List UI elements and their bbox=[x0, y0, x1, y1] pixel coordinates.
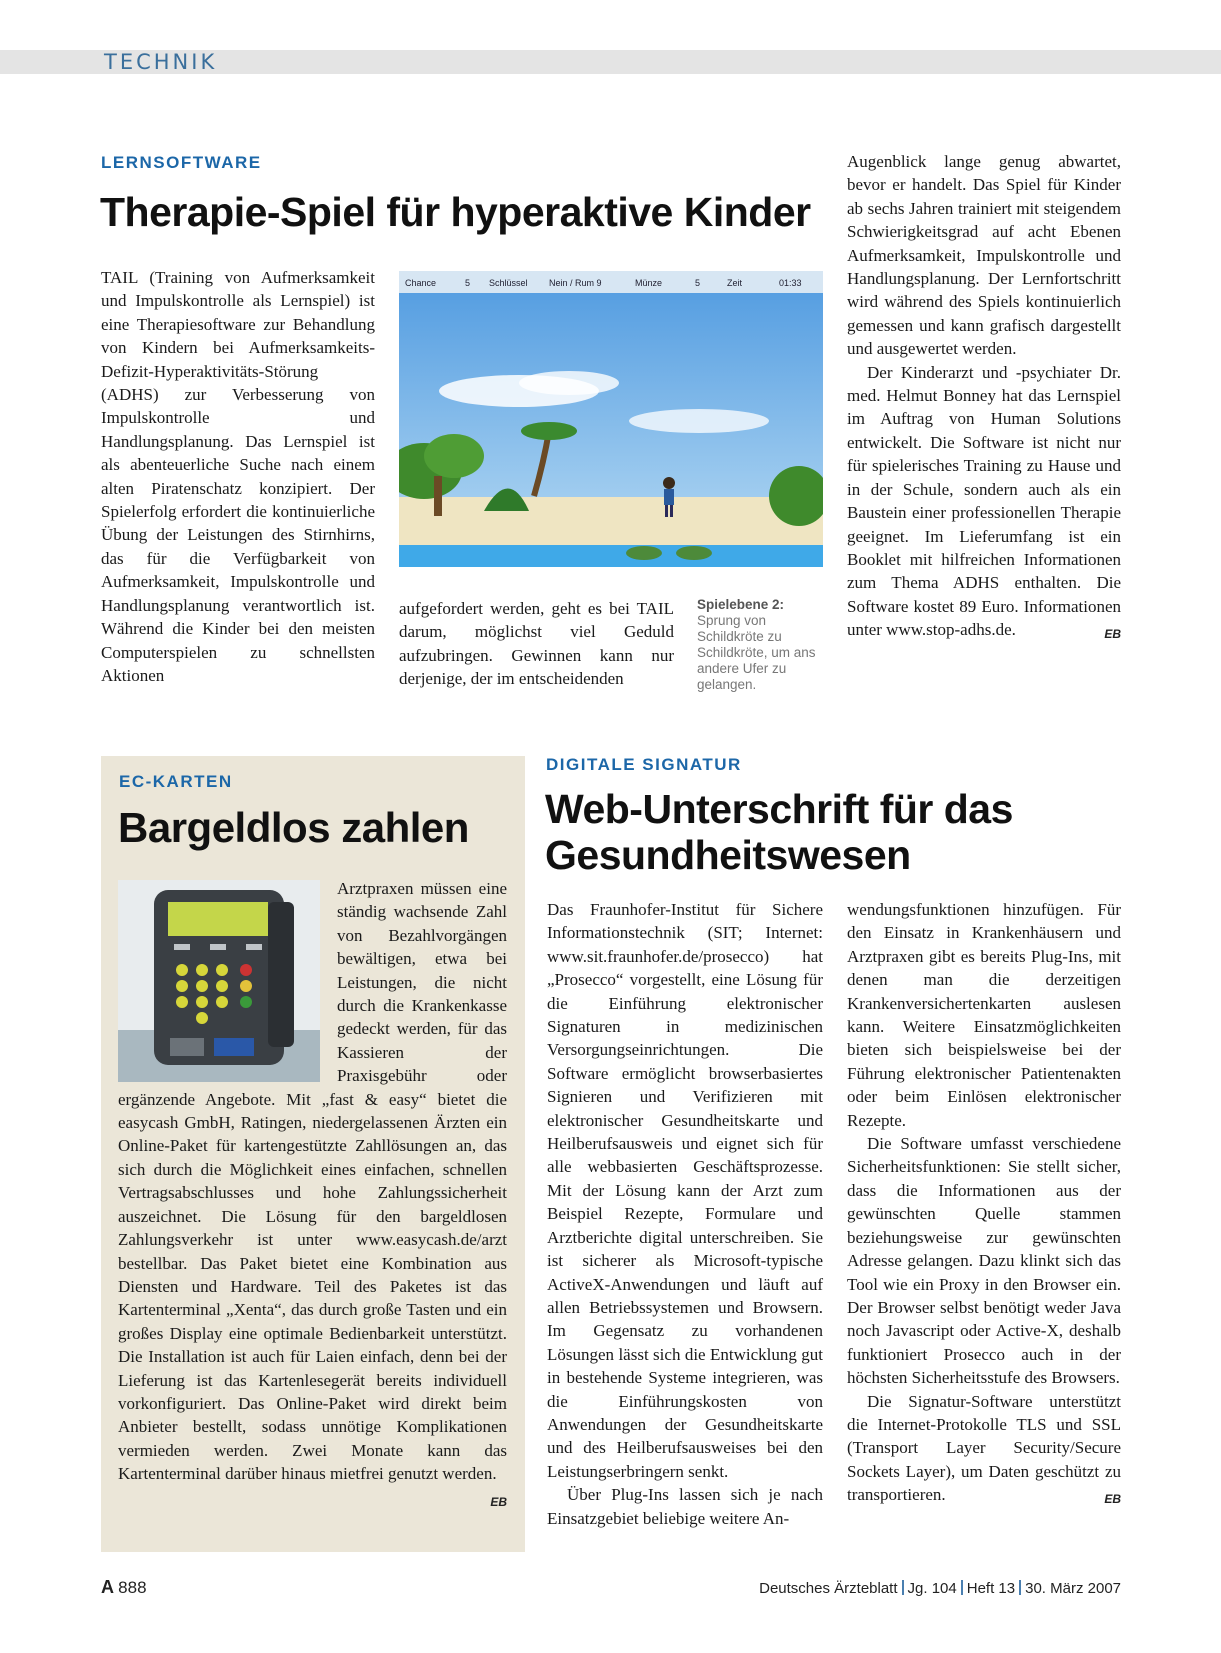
section-label: TECHNIK bbox=[104, 50, 218, 74]
article3-title-line1: Web-Unterschrift für das bbox=[545, 786, 1013, 832]
article1-col3: Augenblick lange genug abwartet, bevor er handelt. Das Spiel für Kinder ab sechs Jahren trainiert mit steigendem Schwierigkeitsgrad auf acht Ebenen Aufmerksamkeit, Impulskontrolle und Handlungsplanung. Der Lernfortschritt wird während des Spiels kontinuierlich gemessen und kann grafisch dargestellt und ausgewertet werden. Der Kinderarzt und -psychiater Dr. med. Helmut Bonney hat das Lernspiel im Auftrag von Human Solutions entwickelt. Die Software ist nicht nur für spielerisches Training zu Hause und in der Schule, sondern auch als ein Baustein einer professionellen Therapie geeignet. Im Lieferumfang ist ein Booklet mit hilfreichen Informationen zum Thema ADHS enthalten. Die Software kostet 89 Euro. Informationen unter www.stop-adhs.de. EB bbox=[847, 150, 1121, 647]
article3-kicker: DIGITALE SIGNATUR bbox=[546, 755, 742, 774]
footer-date: 30. März 2007 bbox=[1025, 1580, 1121, 1597]
article2-text bbox=[118, 877, 507, 1514]
footer-volume: Jg. 104 bbox=[907, 1580, 957, 1597]
article3-signature: EB bbox=[1104, 1492, 1121, 1507]
hud-value-4: 01:33 bbox=[779, 278, 802, 288]
footer-citation bbox=[759, 1580, 1121, 1597]
article2-signature: EB bbox=[490, 1494, 507, 1509]
article1-col2: aufgefordert werden, geht es bei TAIL darum, möglichst viel Geduld aufzubringen. Gewinnen kann nur derjenige, der im entscheidenden bbox=[399, 599, 674, 689]
hud-label-2: Schlüssel bbox=[489, 278, 528, 288]
article3-col2: wendungsfunktionen hinzufügen. Für den Einsatz in Krankenhäusern und Arztpraxen gibt es bereits Plug-Ins, mit denen man die derzeitigen Krankenversichertenkarten auslesen kann. Weitere Einsatzmöglichkeiten bieten sich beispielsweise bei der Führung elektronischer Patientenakten oder beim Einlösen elektronischer Rezepte. Die Software umfasst verschiedene Sicherheitsfunktionen: Sie stellt sicher, dass die Informationen aus der gewünschten Quelle stammen beziehungsweise zur gewünschten Adresse gelangen. Dazu klinkt sich das Tool wie ein Proxy in den Browser ein. Der Browser selbst benötigt weder Java noch Javascript oder Active-X, deshalb funktioniert Prosecco auch in der höchsten Sicherheitsstufe des Browsers. Die Signatur-Software unterstützt die Internet-Protokolle TLS und SSL (Transport Layer Security/Secure Sockets Layer), um Daten geschützt zu transportieren. EB bbox=[847, 898, 1121, 1512]
hud-value-2: Nein / Rum 9 bbox=[549, 278, 602, 288]
hud-label-1: Chance bbox=[405, 278, 437, 288]
card-terminal-image bbox=[118, 880, 320, 1082]
footer-separator bbox=[902, 1580, 904, 1595]
page-number-value: 888 bbox=[118, 1578, 147, 1597]
article1-title: Therapie-Spiel für hyperaktive Kinder bbox=[100, 189, 811, 235]
article3-col2-p3: Die Signatur-Software unterstützt die Internet-Protokolle TLS und SSL (Transport Layer Security/Secure Sockets Layer), um Daten geschützt zu transportieren. bbox=[847, 1391, 1121, 1505]
caption-title: Spielebene 2: bbox=[697, 597, 785, 612]
footer-separator bbox=[1019, 1580, 1021, 1595]
article1-signature: EB bbox=[1104, 627, 1121, 642]
article2-body: Arztpraxen müssen eine ständig wachsende Zahl von Bezahlvorgängen bewältigen, etwa bei Leistungen, die nicht durch die Krankenkasse gedeckt werden, für das Kassieren der Praxisgebühr oder ergänzende Angebote. Mit „fast & easy“ bietet die easycash GmbH, Ratingen, niedergelassenen Ärzten ein Online-Paket für kartengestützte Zahllösungen an, das sich durch die Möglichkeit eines einfachen, schnellen Vertragsabschlusses und hohe Zahlungssicherheit auszeichnet. Die Lösung für den bargeldlosen Zahlungsverkehr ist unter www.easycash.de/arzt bestellbar. Das Paket bietet eine Kombination aus Diensten und Hardware. Teil des Paketes ist das Kartenterminal „Xenta“, das durch große Tasten und ein großes Display eine optimale Bedienbarkeit unterstützt. Die Installation ist auch für Laien einfach, denn bei der Lieferung ist das Kartenlesegerät bereits individuell vorkonfiguriert. Das Online-Paket wird direkt beim Anbieter bestellt, sodass unnötige Komplikationen vermieden werden. Zwei Monate kann das Kartenterminal darüber hinaus mietfrei genutzt werden. bbox=[118, 879, 507, 1484]
article2-title: Bargeldlos zahlen bbox=[118, 804, 469, 851]
game-caption bbox=[697, 597, 825, 693]
article2-kicker: EC-KARTEN bbox=[119, 772, 233, 791]
page-number bbox=[101, 1577, 147, 1598]
caption-text: Sprung von Schildkröte zu Schildkröte, um ans andere Ufer zu gelangen. bbox=[697, 613, 816, 692]
article3-title bbox=[545, 786, 1013, 878]
hud-value-1: 5 bbox=[465, 278, 471, 288]
hud-label-3: Münze bbox=[635, 278, 663, 288]
hud-label-4: Zeit bbox=[727, 278, 743, 288]
article3-col1: Das Fraunhofer-Institut für Sichere Informationstechnik (SIT; Internet: www.sit.fraunhofer.de/prosecco) hat „Prosecco“ vorgestellt, eine Lösung für die Einführung elektronischer Signaturen in medizinischen Versorgungseinrichtungen. Die Software ermöglicht browserbasiertes Signieren und Verifizieren mit elektronischer Gesundheitskarte und Heilberufsausweis und eignet sich für alle webbasierten Geschäftsprozesse. Mit der Lösung kann der Arzt zum Beispiel Rezepte, Formulare und Arztberichte digital unterschreiben. Sie ist sicherer als Microsoft-typische ActiveX-Anwendungen und läuft auf allen Betriebssystemen und Browsern. Im Gegensatz zu vorhandenen Lösungen lässt sich die Entwicklung gut in bestehende Systeme integrieren, was die Einführungskosten von Anwendungen der Gesundheitskarte und des Heilberufsausweises bei den Leistungserbringern senkt. Über Plug-Ins lassen sich je nach Einsatzgebiet beliebige weitere An- bbox=[547, 900, 823, 1528]
article1-kicker: LERNSOFTWARE bbox=[101, 153, 262, 172]
article1-col3-p2: Der Kinderarzt und -psychiater Dr. med. Helmut Bonney hat das Lernspiel im Auftrag von Human Solutions entwickelt. Die Software ist nicht nur für spielerisches Training zu Hause und in der Schule, sondern auch als ein Baustein einer professionellen Therapie geeignet. Im Lieferumfang ist ein Booklet mit hilfreichen Informationen zum Thema ADHS enthalten. Die Software kostet 89 Euro. Informationen unter www.stop-adhs.de. bbox=[847, 362, 1121, 640]
footer-journal: Deutsches Ärzteblatt bbox=[759, 1580, 898, 1597]
page-prefix: A bbox=[101, 1577, 114, 1597]
game-screenshot bbox=[399, 271, 823, 567]
article3-title-line2: Gesundheitswesen bbox=[545, 832, 911, 878]
article1-col1: TAIL (Training von Aufmerksamkeit und Impulskontrolle als Lernspiel) ist eine Therapiesoftware zur Behandlung von Kindern bei Aufmerksamkeits-Defizit-Hyperaktivitäts-Störung (ADHS) zur Verbesserung von Impulskontrolle und Handlungsplanung. Das Lernspiel ist als abenteuerliche Suche nach einem alten Piratenschatz konzipiert. Der Spielerfolg erfordert die kontinuierliche Übung der Leistungen des Stirnhirns, das für die Verfügbarkeit von Aufmerksamkeit, Impulskontrolle und Handlungsplanung verantwortlich ist. Während die Kinder bei den meisten Computerspielen zu schnellsten Aktionen bbox=[101, 268, 375, 685]
hud-value-3: 5 bbox=[695, 278, 701, 288]
footer-separator bbox=[961, 1580, 963, 1595]
footer-issue: Heft 13 bbox=[966, 1580, 1016, 1597]
